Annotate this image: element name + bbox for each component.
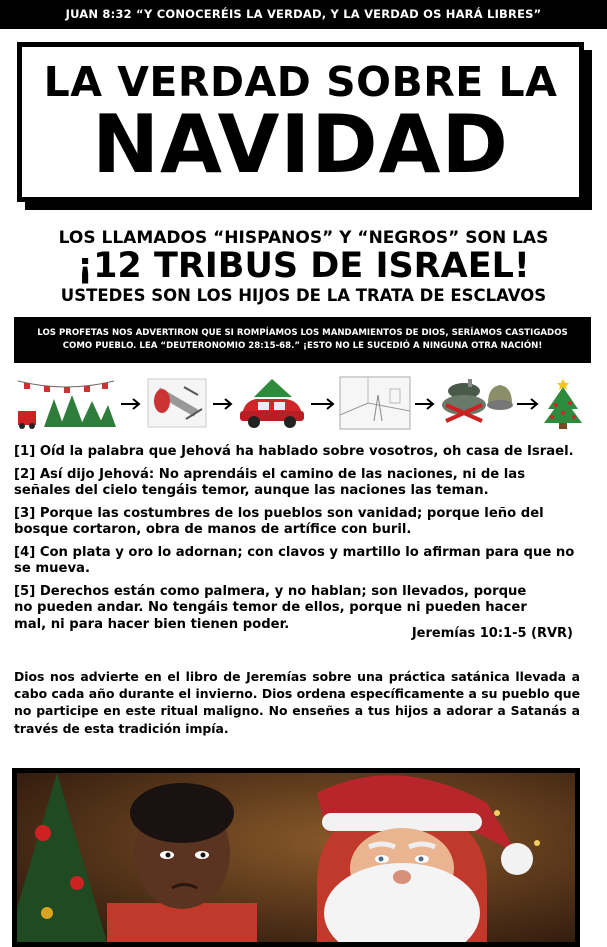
title-line-2: NAVIDAD (92, 98, 509, 191)
process-strip (14, 375, 594, 433)
title-line-1: LA VERDAD SOBRE LA (43, 58, 558, 106)
subheadline-3: USTEDES SON LOS HIJOS DE LA TRATA DE ESCLAVOS (60, 286, 547, 305)
verse-5: [5] Derechos están como palmera, y no hablan; son llevados, porque no pueden andar. No tengáis temor de ellos, porque ni pueden hacer mal, ni para hacer bien tienen poder. (14, 583, 527, 632)
tree-stand-icon (338, 375, 412, 431)
arrow-right-icon (212, 375, 234, 431)
warning-line-2: COMO PUEBLO. LEA “DEUTERONOMIO 28:15-68.” ¡ESTO NO LE SUCEDIÓ A NINGUNA OTRA NACIÓN! (62, 340, 543, 351)
car-with-tree-icon (236, 375, 308, 431)
warning-box (14, 317, 591, 363)
subheadline-2: ¡12 TRIBUS DE ISRAEL! (77, 246, 530, 286)
illustration-image (12, 768, 580, 947)
arrow-right-icon (414, 375, 436, 431)
title-box (17, 42, 584, 202)
arrow-right-icon (516, 375, 540, 431)
hammer-nails-icon (438, 375, 514, 431)
warning-line-1: LOS PROFETAS NOS ADVERTIRON QUE SI ROMPÍAMOS LOS MANDAMIENTOS DE DIOS, SERÍAMOS CASTIGADOS (37, 328, 568, 338)
body-paragraph: Dios nos advierte en el libro de Jeremías sobre una práctica satánica llevada a cabo cada año durante el invierno. Dios ordena específicamente a su pueblo que no participe en este ritual maligno. No enseñes a tus hijos a adorar a Satanás a través de esta tradición impía. (14, 669, 580, 736)
arrow-right-icon (310, 375, 336, 431)
forest-icon (14, 375, 118, 431)
arrow-right-icon (120, 375, 142, 431)
subheadline-1: LOS LLAMADOS “HISPANOS” Y “NEGROS” SON LAS (58, 228, 549, 248)
verse-4: [4] Con plata y oro lo adornan; con clavos y martillo lo afirman para que no se mueva. (14, 544, 575, 576)
verses-list (14, 444, 584, 639)
saw-icon (144, 375, 210, 431)
christmas-tree-icon (540, 375, 586, 431)
scripture-reference: Jeremías 10:1-5 (RVR) (411, 626, 573, 641)
verse-1: [1] Oíd la palabra que Jehová ha hablado sobre vosotros, oh casa de Israel. (14, 444, 574, 459)
scripture-banner: JUAN 8:32 “Y CONOCERÉIS LA VERDAD, Y LA VERDAD OS HARÁ LIBRES” (0, 0, 607, 29)
verse-3: [3] Porque las costumbres de los pueblos son vanidad; porque leño del bosque cortaron, obra de manos de artífice con buril. (14, 505, 544, 537)
verse-2: [2] Así dijo Jehová: No aprendáis el camino de las naciones, ni de las señales del cielo tengáis temor, aunque las naciones las teman. (14, 466, 526, 498)
